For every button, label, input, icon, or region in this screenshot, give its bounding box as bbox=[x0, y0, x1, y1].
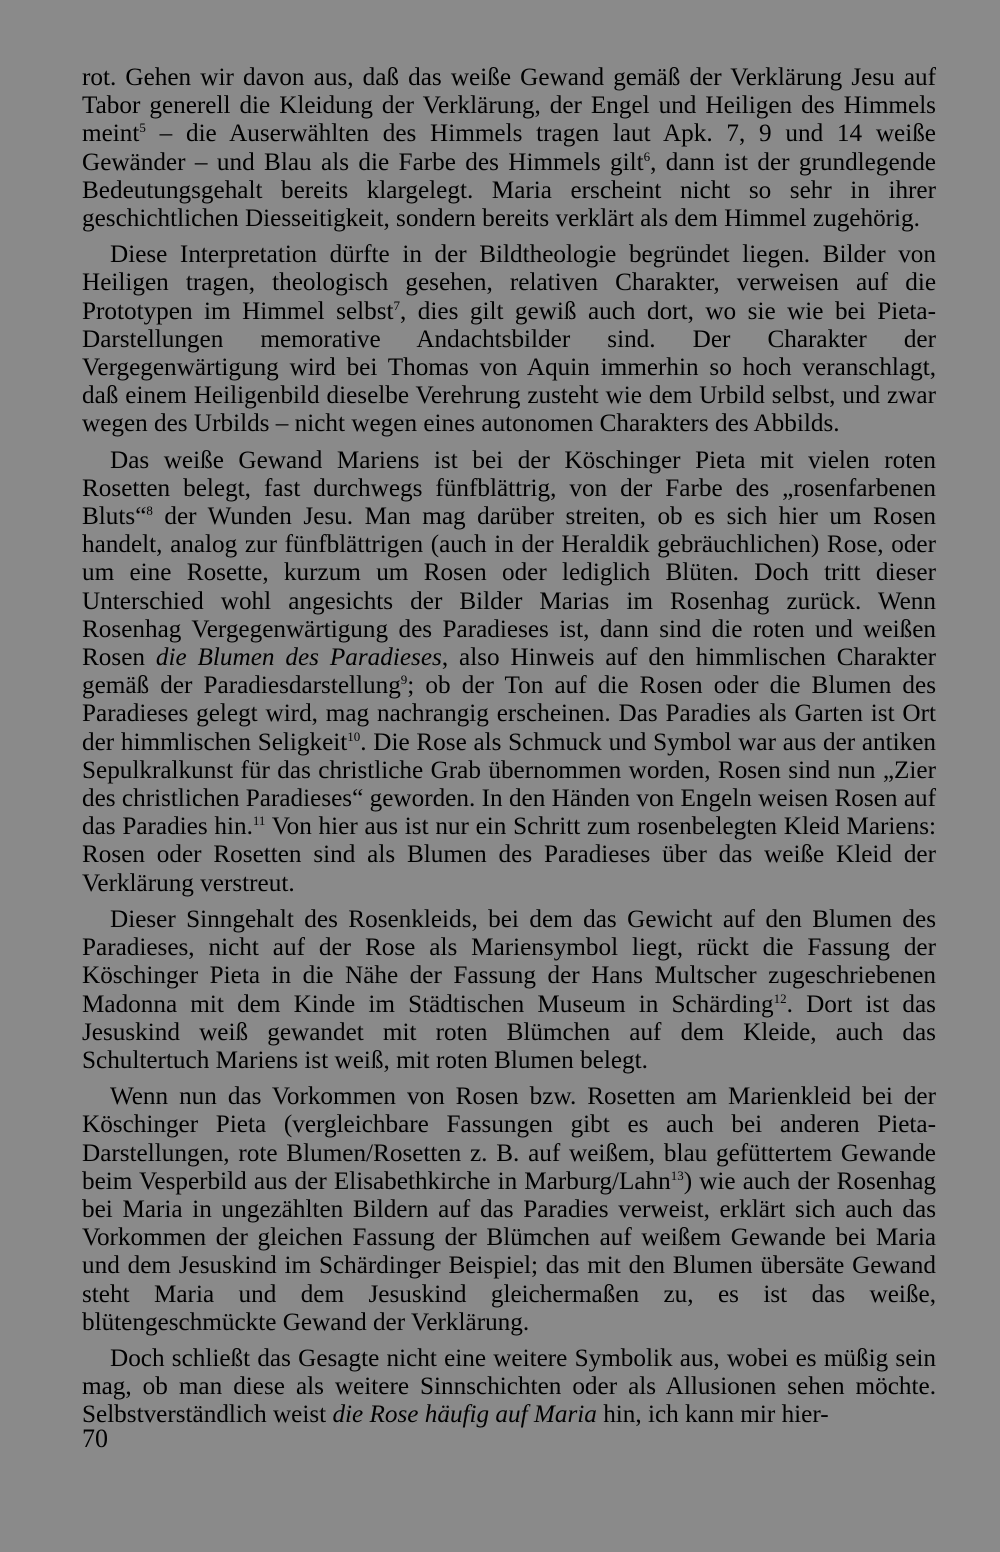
paragraph-1 bbox=[82, 64, 936, 233]
emphasis-text: die Blumen des Paradieses bbox=[155, 644, 442, 672]
text-segment: – die Auserwählten des Himmels tragen laut Apk. 7, 9 und 14 weiße Gewänder – und Blau als die Farbe des Himmels gilt bbox=[82, 120, 936, 176]
text-segment: ) wie auch der Rosenhag bei Maria in ungezählten Bildern auf das Paradies verweist, erklärt sich auch das Vorkommen der gleichen Fassung der Blümchen auf weißem Gewande bei Maria und dem Jesuskind im Schärdinger Beispiel; das mit den Blumen übersäte Gewand steht Maria und dem Jesuskind gleichermaßen zu, es ist das weiße, blütengeschmückte Gewand der Verklärung. bbox=[82, 1167, 936, 1336]
text-segment: , also Hinweis auf den himmlischen Charakter gemäß der Paradiesdarstellung bbox=[82, 644, 937, 700]
document-body bbox=[82, 64, 936, 1438]
text-segment: rot. Gehen wir davon aus, daß das weiße Gewand gemäß der Verklärung Jesu auf Tabor generell die Kleidung der Verklärung, der Engel und Heiligen des Himmels meint bbox=[82, 64, 936, 148]
footnote-ref-5: 5 bbox=[139, 120, 146, 136]
text-segment: Diese Interpretation dürfte in der Bildtheologie begründet liegen. Bilder von Heiligen tragen, theologisch gesehen, relativen Charakter, verweisen auf die Prototypen im Himmel selbst bbox=[82, 241, 936, 325]
text-segment: , dies gilt gewiß auch dort, wo sie wie bei Pieta-Darstellungen memorative Andachtsbilder sind. Der Charakter der Vergegenwärtigung wird bei Thomas von Aquin immerhin so hoch veranschlagt, daß einem Heiligenbild dieselbe Verehrung zusteht wie dem Urbild selbst, und zwar wegen des Urbilds – nicht wegen eines autonomen Charakters des Abbilds. bbox=[82, 297, 936, 438]
paragraph-2 bbox=[82, 241, 936, 438]
text-segment: hin, ich kann mir hier- bbox=[596, 1401, 829, 1429]
footnote-ref-12: 12 bbox=[773, 990, 787, 1006]
text-segment: Doch schließt das Gesagte nicht eine weitere Symbolik aus, wobei es müßig sein mag, ob man diese als weitere Sinnschichten oder als Allusionen sehen möchte. Selbstverständlich weist bbox=[82, 1344, 936, 1429]
paragraph-3 bbox=[82, 447, 936, 898]
text-segment: ; ob der Ton auf die Rosen oder die Blumen des Paradieses gelegt wird, mag nachrangig erscheinen. Das Paradies als Garten ist Ort der himmlischen Seligkeit bbox=[82, 672, 936, 756]
footnote-ref-11: 11 bbox=[252, 813, 266, 829]
text-segment: . Dort ist das Jesuskind weiß gewandet mit roten Blümchen auf dem Kleide, auch das Schultertuch Mariens ist weiß, mit roten Blumen belegt. bbox=[82, 990, 936, 1074]
text-segment: der Wunden Jesu. Man mag darüber streiten, ob es sich hier um Rosen handelt, analog zur fünfblättrigen (auch in der Heraldik gebräuchlichen) Rose, oder um eine Rosette, kurzum um Rosen oder lediglich Blüten. Doch tritt dieser Unterschied wohl angesichts der Bilder Marias im Rosenhag zurück. Wenn Rosenhag Vergegenwärtigung des Paradieses ist, dann sind die roten und weißen Rosen bbox=[82, 503, 936, 672]
footnote-ref-6: 6 bbox=[643, 148, 651, 164]
text-segment: . Die Rose als Schmuck und Symbol war aus der antiken Sepulkralkunst für das christliche Grab übernommen worden, Rosen sind nun „Zier des christlichen Paradieses“ geworden. In den Händen von Engeln weisen Rosen auf das Paradies hin. bbox=[82, 728, 936, 841]
text-segment: Dieser Sinngehalt des Rosenkleids, bei dem das Gewicht auf den Blumen des Paradieses, nicht auf der Rose als Mariensymbol liegt, rückt die Fassung der Köschinger Pieta in die Nähe der Fassung der Hans Multscher zugeschriebenen Madonna mit dem Kinde im Städtischen Museum in Schärding bbox=[82, 905, 936, 1018]
emphasis-text: die Rose häufig auf Maria bbox=[332, 1401, 597, 1429]
footnote-ref-10: 10 bbox=[347, 728, 361, 744]
paragraph-5 bbox=[82, 1083, 936, 1337]
text-segment: Wenn nun das Vorkommen von Rosen bzw. Rosetten am Marienkleid bei der Köschinger Pieta (vergleichbare Fassungen gibt es auch bei anderen Pieta-Darstellungen, rote Blumen/Rosetten z. B. auf weißem, blau gefüttertem Gewande beim Vesperbild aus der Elisabethkirche in Marburg/Lahn bbox=[82, 1083, 936, 1195]
footnote-ref-8: 8 bbox=[146, 503, 153, 519]
page-number: 70 bbox=[82, 1424, 108, 1453]
text-segment: Von hier aus ist nur ein Schritt zum rosenbelegten Kleid Mariens: Rosen oder Rosetten sind als Blumen des Paradieses über das weiße Kleid der Verklärung verstreut. bbox=[82, 813, 936, 897]
footnote-ref-13: 13 bbox=[670, 1167, 684, 1183]
text-segment: , dann ist der grundlegende Bedeutungsgehalt bereits klargelegt. Maria erscheint nicht so sehr in ihrer geschichtlichen Diesseitigkeit, sondern bereits verklärt als dem Himmel zugehörig. bbox=[82, 148, 936, 233]
paragraph-4 bbox=[82, 906, 936, 1075]
text-segment: Das weiße Gewand Mariens ist bei der Köschinger Pieta mit vielen roten Rosetten belegt, fast durchwegs fünfblättrig, von der Farbe des „rosenfarbenen Bluts“ bbox=[82, 446, 936, 531]
footnote-ref-7: 7 bbox=[393, 297, 401, 313]
paragraph-6 bbox=[82, 1345, 936, 1430]
footnote-ref-9: 9 bbox=[400, 672, 408, 688]
